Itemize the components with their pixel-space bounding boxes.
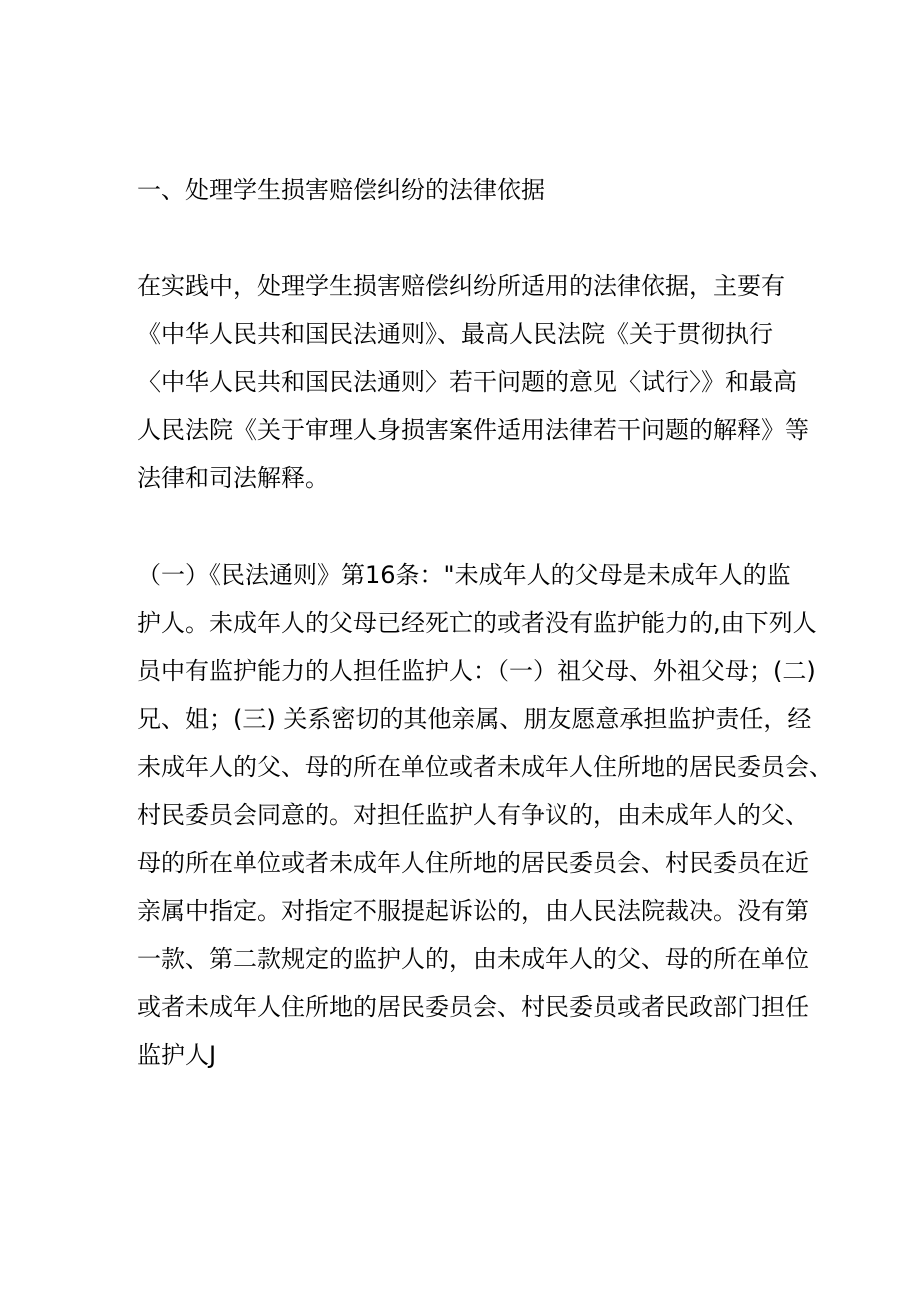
paragraph-line: 村民委员会同意的。对担任监护人有争议的，由未成年人的父、	[137, 801, 809, 829]
paragraph-line: 人民法院《关于审理人身损害案件适用法律若干问题的解释》等	[137, 416, 809, 444]
paragraph-line: 母的所在单位或者未成年人住所地的居民委员会、村民委员在近	[137, 849, 809, 877]
paragraph-line: 或者未成年人住所地的居民委员会、村民委员或者民政部门担任	[137, 993, 809, 1021]
paragraph-line: （一）《民法通则》第16条："未成年人的父母是未成年人的监	[137, 561, 791, 589]
paragraph-line: 〈中华人民共和国民法通则〉若干问题的意见〈试行〉》和最高	[137, 368, 797, 396]
paragraph-line: 法律和司法解释。	[137, 464, 329, 492]
paragraph-line: 亲属中指定。对指定不服提起诉讼的，由人民法院裁决。没有第	[137, 897, 809, 925]
paragraph-line: 员中有监护能力的人担任监护人：（一）祖父母、外祖父母；(二)	[137, 657, 816, 685]
paragraph-line: 在实践中，处理学生损害赔偿纠纷所适用的法律依据，主要有	[137, 272, 785, 300]
paragraph-line: 监护人J	[137, 1041, 217, 1069]
paragraph-line: 《中华人民共和国民法通则》、最高人民法院《关于贯彻执行	[137, 320, 773, 348]
paragraph-line: 一款、第二款规定的监护人的，由未成年人的父、母的所在单位	[137, 945, 809, 973]
paragraph-line: 兄、姐；(三) 关系密切的其他亲属、朋友愿意承担监护责任，经	[137, 705, 812, 733]
paragraph-legal-basis	[137, 262, 809, 502]
section-heading: 一、处理学生损害赔偿纠纷的法律依据	[137, 176, 545, 204]
paragraph-article-16	[137, 551, 833, 1079]
paragraph-line: 护人。未成年人的父母已经死亡的或者没有监护能力的,由下列人	[137, 609, 817, 637]
paragraph-line: 未成年人的父、母的所在单位或者未成年人住所地的居民委员会、	[137, 753, 833, 781]
